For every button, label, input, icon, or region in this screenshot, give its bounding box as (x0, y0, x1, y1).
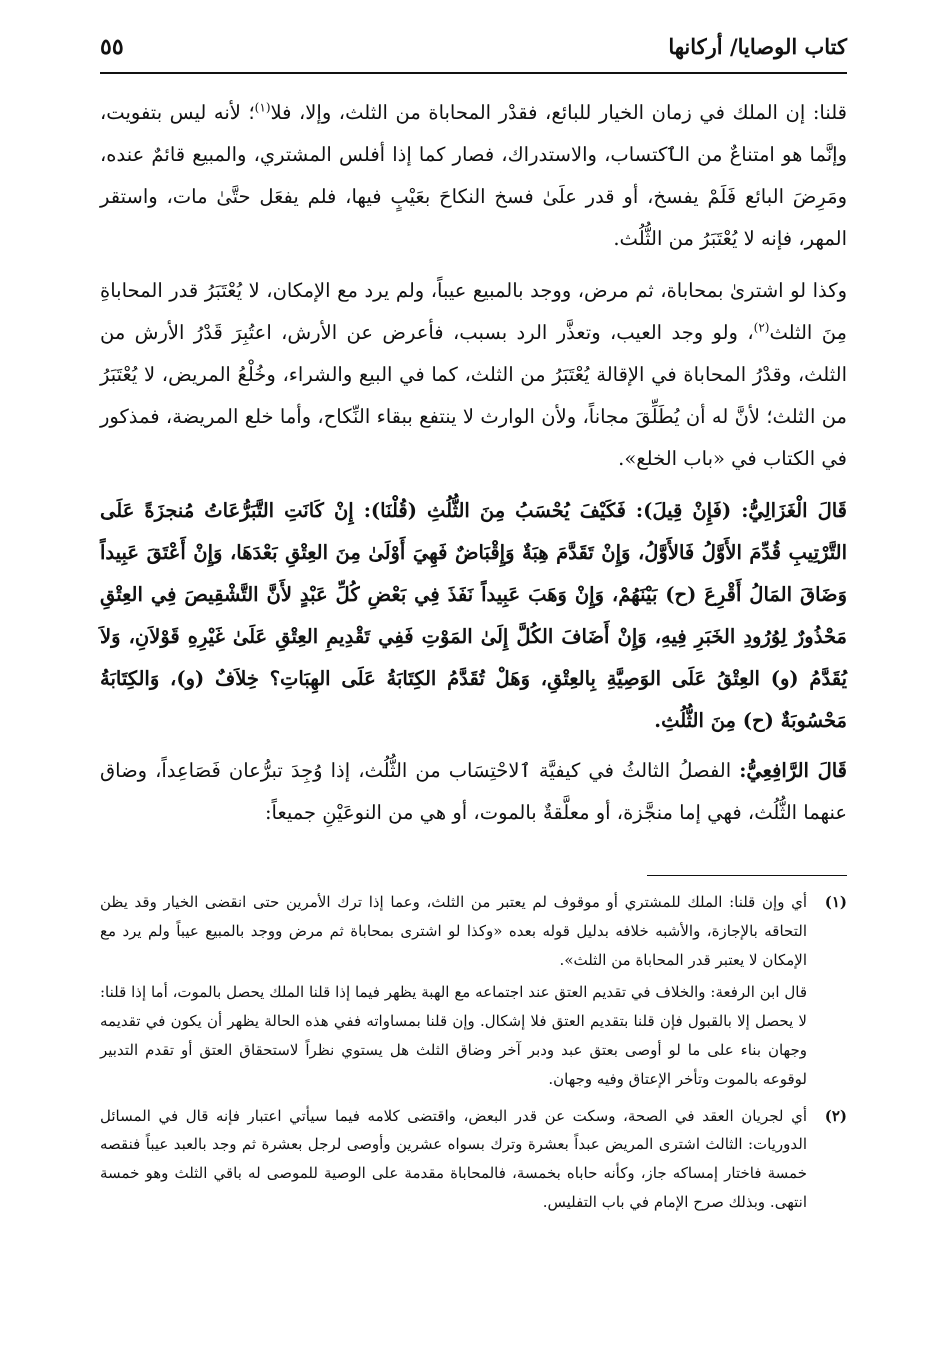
speaker-ghazali: قَالَ الْغَزَالِيُّ: (741, 499, 847, 522)
page-header (100, 28, 847, 74)
footnote-1 (100, 888, 847, 1098)
main-text (100, 92, 847, 844)
footnote-number: (١) (824, 893, 847, 911)
running-title: كتاب الوصايا/ أركانها (668, 34, 847, 59)
footnote-paragraph: أي وإن قلنا: الملك للمشتري أو موقوف لم يعتبر من الثلث، وعما إذا ترك الأمرين حتى انقضى الخيار وقد يظن التحاقه بالإجازة، والأشبه خلافه بدليل قوله بعده «وكذا لو اشترى بمحاباة ثم مرض ووجد بالمبيع عيباً ولم يرد مع الإمكان لا يعتبر قدر المحاباة من الثلث». (100, 893, 807, 969)
rafii-paragraph (100, 750, 847, 834)
footnote-paragraph: أي لجريان العقد في الصحة، وسكت عن قدر البعض، واقتضى كلامه فيما سيأتي اعتبار فإنه قال في المسائل الدوريات: الثالث اشترى المريض عبداً بعشرة وترك بسواه عشرين وأوصى لرجل بعشرة ثم وجد بالعبد عيباً فنقصه خمسة فاختار إمساكه جاز، وكأنه حاباه بخمسة، فالمحاباة مقدمة على الوصية للموصى له باقي الثلث وهو خمسة انتهى. وبذلك صرح الإمام في باب التفليس. (100, 1106, 807, 1211)
footnote-separator (647, 875, 847, 876)
footnote-body (100, 888, 807, 1098)
footnote-body (100, 1102, 807, 1221)
paragraph-1-text: قلنا: إن الملك في زمان الخيار للبائع، فقدْر المحاباة من الثلث، وإلا، فلا (270, 101, 847, 124)
page-number: ٥٥ (100, 34, 124, 60)
footnote-number: (٢) (824, 1106, 847, 1125)
footnotes (100, 888, 847, 1225)
ghazali-paragraph (100, 490, 847, 742)
footnote-paragraph: قال ابن الرفعة: والخلاف في تقديم العتق عند اجتماعه مع الهبة يظهر فيما إذا قلنا الملك يحصل بالموت، أما إذا قلنا: لا يحصل إلا بالقبول فإن قلنا بتقديم العتق فلا إشكال. وإن قلنا بمساواته ففي هذه الحالة يظهر أن يكون في تقديمه وجهان بناء على ما لو أوصى بعتق عبد ودبر آخر وضاق الثلث هل يستوي نظراً لاستحقاق العتق أو تقدم التدبير لوقوعه بالموت وتأخر الإعتاق وفيه وجهان. (100, 983, 807, 1088)
footnote-ref-2: (٢) (753, 320, 770, 335)
paragraph-1 (100, 92, 847, 260)
footnote-2 (100, 1102, 847, 1221)
paragraph-2-text: وكذا لو اشترىٰ بمحاباة، ثم مرض، ووجد بالمبيع عيباً، ولم يرد مع الإمكان، لا يُعْتَبَرُ قدر المحاباةِ مِنَ الثلث (100, 279, 847, 344)
paragraph-1-text-cont: ؛ لأنه ليس بتفويت، وإنَّما هو امتناعٌ من الٱكتساب، والاستدراك، فصار كما إذا أفلس المشتري، والمبيع قائمٌ عنده، ومَرِضَ البائع فَلَمْ يفسخ، أو قدر علَىٰ فسخ النكاحَ بعَيْبٍ فيها، فلم يفعَل حتَّىٰ مات، واستقر المهر، فإنه لا يُعْتَبَرُ من الثُّلُث. (100, 101, 847, 250)
paragraph-2-text-cont: ، ولو وجد العيب، وتعذَّر الرد بسبب، فأعرض عن الأرش، اعتُبِرَ قَدْرُ الأرش من الثلث، وقدْرُ المحاباة في الإقالة يُعْتَبَرُ من الثلث، كما في البيع والشراء، وخُلْعُ المريض، لا يُعْتَبَرُ من الثلث؛ لأنَّ له أن يُطَلِّقَ مجاناً، ولأن الوارث لا ينتفع ببقاء النِّكاح، وأما خلع المريضة، فمذكور في الكتاب في «باب الخلع». (100, 321, 847, 470)
paragraph-2 (100, 270, 847, 480)
speaker-rafii: قَالَ الرَّافِعِيُّ: (739, 759, 847, 782)
footnote-ref-1: (١) (254, 100, 271, 115)
rafii-text: الفصلُ الثالثُ في كيفيَّة ٱلاحْتِسَاب من الثُّلُث، إذا وُجِدَ تبرُّعان فَصَاعِداً، وضاق عنهما الثُّلُث، فهي إما منجَّزة، أو معلَّقةٌ بالموت، أو هي من النوعَيْنِ جميعاً: (100, 759, 847, 824)
ghazali-text: (فَإِنْ قِيلَ): فَكَيْفَ يُحْسَبُ مِنَ الثُّلُثِ (قُلْنَا): إِنْ كَانَتِ التَّبَرُّعَاتُ مُنجزَةً عَلَى التَّرْتِيبِ قُدِّمَ الأَوَّلُ فَالأَوَّلُ، وَإِنْ تَقَدَّمَ هِبَةٌ وَإِقْبَاضٌ فَهِيَ أَوْلَىٰ مِنَ العِتْقِ بَعْدَهَا، وَإِنْ أَعْتَقَ عَبِيداً وَضَاقَ المَالُ أَقْرِعَ (ح) بَيْنَهُمْ، وَإِنْ وَهَبَ عَبِيداً نَفَذَ فِي بَعْضِ كُلِّ عَبْدٍ لأَنَّ التَّشْقِيصَ فِي العِتْقِ مَحْذُورٌ لِوُرُودِ الخَبَرِ فِيهِ، وَإِنْ أَضَافَ الكُلَّ إِلَىٰ المَوْتِ فَفِي تَقْدِيمِ العِتْقِ عَلَىٰ غَيْرِهِ قَوْلاَنِ، وَلاَ يُقَدَّمُ (و) العِتْقُ عَلَى الوَصِيَّةِ بِالعِتْقِ، وَهَلْ تُقَدَّمُ الكِتَابَةُ عَلَى الهِبَاتِ؟ خِلاَفٌ (و)، وَالكِتَابَةُ مَحْسُوبَةٌ (ح) مِنَ الثُّلُثِ. (100, 499, 847, 732)
